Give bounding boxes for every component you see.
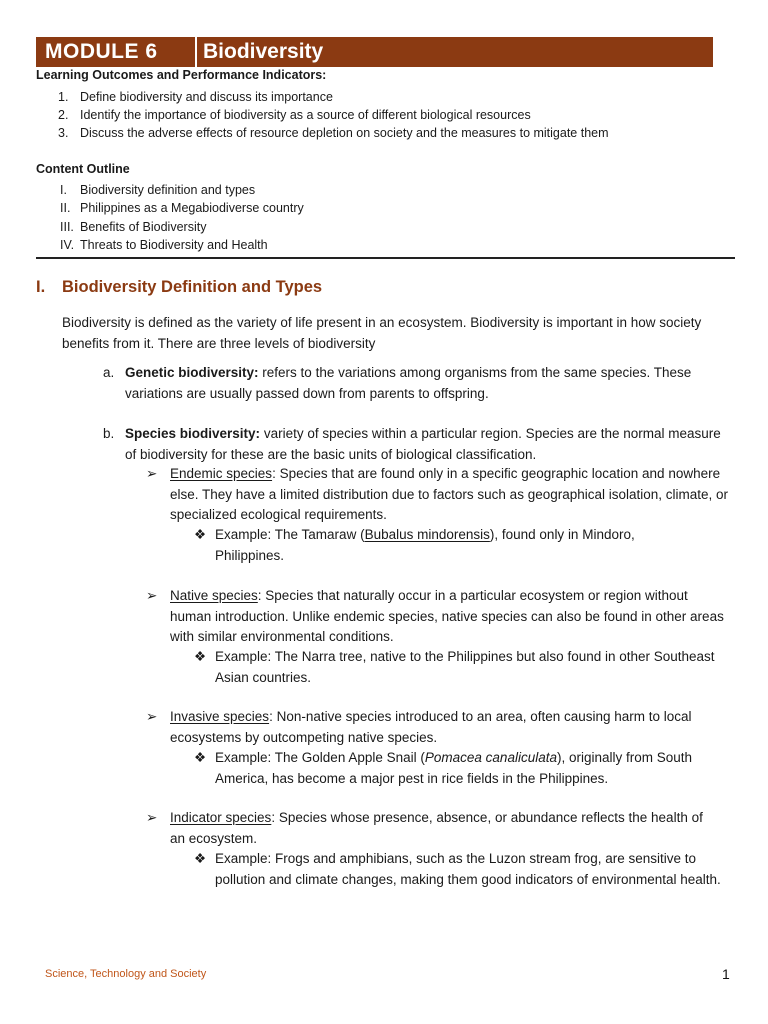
section-heading xyxy=(36,278,322,297)
item-marker: a. xyxy=(103,365,115,380)
invasive-example-scientific-name: Pomacea canaliculata xyxy=(424,750,557,765)
outline-text: Philippines as a Megabiodiverse country xyxy=(80,201,304,216)
content-outline-heading: Content Outline xyxy=(36,162,130,176)
arrow-bullet-icon: ➢ xyxy=(146,709,158,724)
outcomes-heading: Learning Outcomes and Performance Indicators: xyxy=(36,68,327,82)
item-marker: b. xyxy=(103,426,115,441)
outcome-number: 2. xyxy=(58,108,69,122)
outline-text: Threats to Biodiversity and Health xyxy=(80,237,268,252)
indicator-species-term: Indicator species xyxy=(170,810,272,825)
diamond-bullet-icon: ❖ xyxy=(194,851,207,866)
endemic-example-text xyxy=(215,525,685,566)
arrow-bullet-icon: ➢ xyxy=(146,588,158,603)
module-banner xyxy=(36,37,713,67)
outline-text: Benefits of Biodiversity xyxy=(80,219,207,234)
section-title: Biodiversity Definition and Types xyxy=(62,278,323,296)
native-example-text: Example: The Narra tree, native to the Philippines but also found in other Southeast Asian countries. xyxy=(215,649,715,685)
outcome-number: 3. xyxy=(58,126,69,140)
species-biodiversity-desc: variety of species within a particular region. Species are the normal measure of biodiversity for these are the basic units of biological classification. xyxy=(125,426,721,462)
outcome-text: Identify the importance of biodiversity as a source of different biological resources xyxy=(80,108,531,122)
invasive-species-text xyxy=(170,707,730,748)
outline-text: Biodiversity definition and types xyxy=(80,183,256,197)
indicator-species-text xyxy=(170,808,720,849)
native-species-text xyxy=(170,586,730,648)
outline-number: II. xyxy=(60,201,71,216)
outline-number: I. xyxy=(60,183,67,197)
outcome-text: Define biodiversity and discuss its importance xyxy=(80,90,333,104)
invasive-species-desc: : Non-native species introduced to an area, often causing harm to local ecosystems by outcompeting native species. xyxy=(170,709,692,745)
genetic-biodiversity-term: Genetic biodiversity: xyxy=(125,365,259,380)
module-title: Biodiversity xyxy=(203,40,324,63)
genetic-biodiversity-desc: refers to the variations among organisms from the same species. These variations are usually passed down from parents to offspring. xyxy=(125,365,692,401)
diamond-bullet-icon: ❖ xyxy=(194,527,207,542)
endemic-example-post: ), found only in Mindoro, Philippines. xyxy=(215,527,635,563)
section-divider xyxy=(36,257,735,259)
arrow-bullet-icon: ➢ xyxy=(146,466,158,481)
indicator-species-desc: : Species whose presence, absence, or abundance reflects the health of an ecosystem. xyxy=(170,810,703,846)
outcome-text: Discuss the adverse effects of resource depletion on society and the measures to mitigate them xyxy=(80,126,609,140)
native-species-desc: : Species that naturally occur in a particular ecosystem or region without human introduction. Unlike endemic species, native species can also be found in other areas with similar environmental conditions. xyxy=(170,588,724,644)
module-label: MODULE 6 xyxy=(45,40,158,63)
indicator-example-text: Example: Frogs and amphibians, such as the Luzon stream frog, are sensitive to pollution and climate changes, making them good indicators of environmental health. xyxy=(215,851,721,887)
species-biodiversity-text xyxy=(125,424,721,465)
outline-number: III. xyxy=(60,219,74,234)
endemic-example-scientific-name: Bubalus mindorensis xyxy=(364,527,490,542)
invasive-example-post: ), originally from South America, has become a major pest in rice fields in the Philippines. xyxy=(215,750,693,786)
footer-course-name: Science, Technology and Society xyxy=(45,968,207,980)
species-biodiversity-term: Species biodiversity: xyxy=(125,426,261,441)
arrow-bullet-icon: ➢ xyxy=(146,810,158,825)
invasive-species-term: Invasive species xyxy=(170,709,270,724)
endemic-example-pre: Example: The Tamaraw ( xyxy=(215,527,365,542)
intro-paragraph: Biodiversity is defined as the variety of life present in an ecosystem. Biodiversity is important in how society benefits from it. There are three levels of biodiversity xyxy=(62,315,702,351)
endemic-species-text xyxy=(170,464,738,526)
genetic-biodiversity-text xyxy=(125,363,715,404)
endemic-species-term: Endemic species xyxy=(170,466,273,481)
native-species-term: Native species xyxy=(170,588,258,603)
invasive-example-text xyxy=(215,748,725,789)
diamond-bullet-icon: ❖ xyxy=(194,750,207,765)
outline-number: IV. xyxy=(60,237,75,252)
section-number: I. xyxy=(36,278,46,296)
outcome-number: 1. xyxy=(58,90,69,104)
invasive-example-pre: Example: The Golden Apple Snail ( xyxy=(215,750,425,765)
diamond-bullet-icon: ❖ xyxy=(194,649,207,664)
page-number: 1 xyxy=(722,966,730,982)
endemic-species-desc: : Species that are found only in a specific geographic location and nowhere else. They have a limited distribution due to factors such as geographical isolation, climate, or specialized ecological requirements. xyxy=(170,466,729,522)
